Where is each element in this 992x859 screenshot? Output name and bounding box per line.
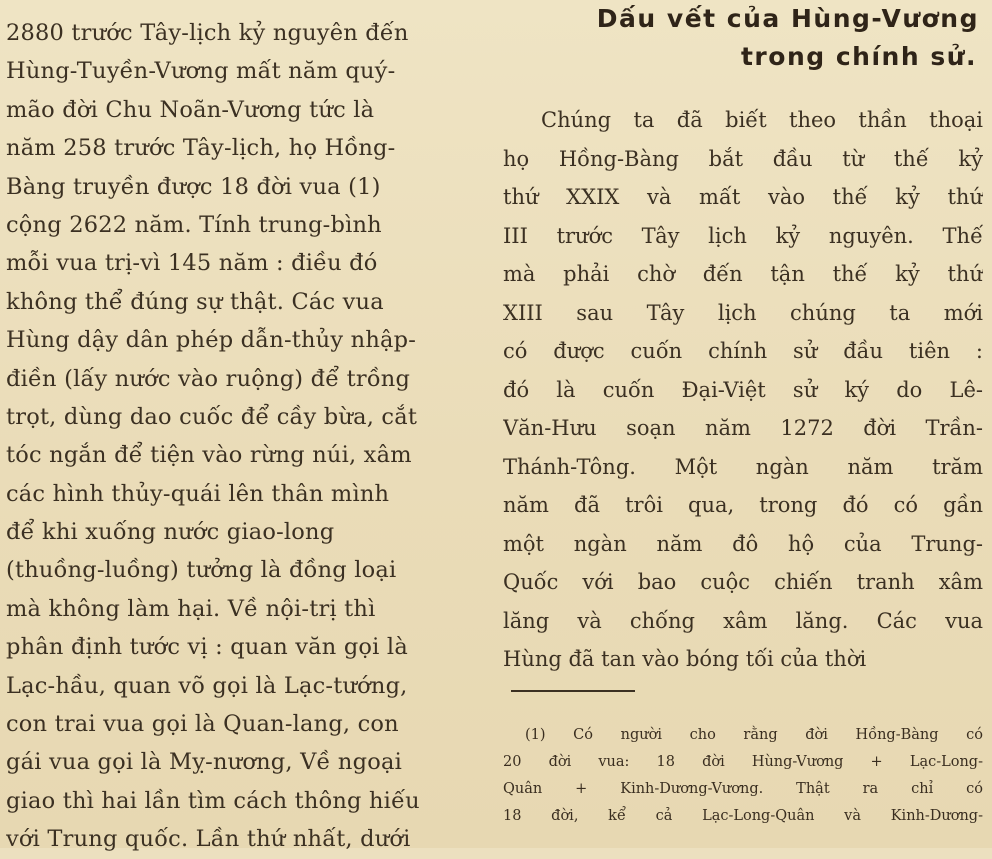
heading-line-1: Dấu vết của Hùng-Vương	[596, 4, 979, 33]
text-line: mão đời Chu Noãn-Vương tức là	[6, 96, 375, 123]
text-line: có được cuốn chính sử đầu tiên :	[503, 339, 983, 363]
text-line: mà không làm hại. Về nội-trị thì	[6, 595, 376, 622]
text-line: để khi xuống nước giao-long	[6, 519, 335, 546]
text-line: Văn-Hưu soạn năm 1272 đời Trần-	[503, 416, 983, 440]
footnote-divider	[511, 690, 635, 692]
footnote-line: (1) Có người cho rằng đời Hồng-Bàng có	[525, 727, 983, 743]
text-line: các hình thủy-quái lên thân mình	[6, 480, 390, 507]
text-line: năm đã trôi qua, trong đó có gần	[503, 493, 983, 517]
footnote-line: Quân + Kinh-Dương-Vương. Thật ra chỉ có	[503, 781, 983, 797]
text-line: đó là cuốn Đại-Việt sử ký do Lê-	[503, 377, 983, 402]
text-line: họ Hồng-Bàng bắt đầu từ thế kỷ	[503, 146, 983, 171]
footnote-line: 18 đời, kể cả Lạc-Long-Quân và Kinh-Dương-	[503, 808, 983, 824]
text-line: phân định tước vị : quan văn gọi là	[6, 634, 408, 661]
text-line: trọt, dùng dao cuốc để cầy bừa, cắt	[6, 403, 418, 430]
text-line: Hùng-Tuyền-Vương mất năm quý-	[6, 58, 396, 85]
text-line: Chúng ta đã biết theo thần thoại	[541, 108, 983, 132]
text-line: Bàng truyền được 18 đời vua (1)	[6, 173, 381, 200]
text-line: tóc ngắn để tiện vào rừng núi, xâm	[6, 442, 412, 469]
right-body-lines	[503, 101, 983, 679]
text-line: Lạc-hầu, quan võ gọi là Lạc-tướng,	[6, 672, 408, 699]
footnote-line: 20 đời vua: 18 đời Hùng-Vương + Lạc-Long-	[503, 754, 983, 770]
text-line: con trai vua gọi là Quan-lang, con	[6, 711, 399, 738]
text-line: Quốc với bao cuộc chiến tranh xâm	[503, 570, 983, 594]
text-line: Hùng đã tan vào bóng tối của thời	[503, 647, 867, 671]
text-line: (thuồng-luồng) tưởng là đồng loại	[6, 557, 397, 584]
left-text-column	[6, 0, 476, 859]
footnote	[503, 722, 983, 830]
text-line: Hùng dậy dân phép dẫn-thủy nhập-	[6, 327, 417, 354]
text-line: không thể đúng sự thật. Các vua	[6, 288, 384, 315]
text-line: năm 258 trước Tây-lịch, họ Hồng-	[6, 135, 396, 162]
left-lines	[6, 14, 476, 859]
text-line: mà phải chờ đến tận thế kỷ thứ	[503, 262, 983, 286]
text-line: giao thì hai lần tìm cách thông hiếu	[6, 787, 420, 814]
text-line: III trước Tây lịch kỷ nguyên. Thế	[503, 223, 983, 248]
text-line: điền (lấy nước vào ruộng) để trồng	[6, 365, 411, 392]
text-line: thứ XXIX và mất vào thế kỷ thứ	[503, 185, 983, 209]
text-line: một ngàn năm đô hộ của Trung-	[503, 531, 983, 556]
text-line: 2880 trước Tây-lịch kỷ nguyên đến	[6, 20, 409, 46]
heading-line-2: trong chính sử.	[740, 42, 977, 71]
text-line: XIII sau Tây lịch chúng ta mới	[503, 300, 983, 325]
text-line: gái vua gọi là Mỵ-nương, Về ngoại	[6, 749, 402, 776]
text-line: cộng 2622 năm. Tính trung-bình	[6, 211, 382, 238]
cut-off-line	[6, 0, 476, 14]
text-line: lăng và chống xâm lăng. Các vua	[503, 608, 983, 633]
text-line: với Trung quốc. Lần thứ nhất, dưới	[6, 826, 411, 853]
text-line: mỗi vua trị-vì 145 năm : điều đó	[6, 250, 378, 277]
text-line: Thánh-Tông. Một ngàn năm trăm	[503, 454, 983, 479]
